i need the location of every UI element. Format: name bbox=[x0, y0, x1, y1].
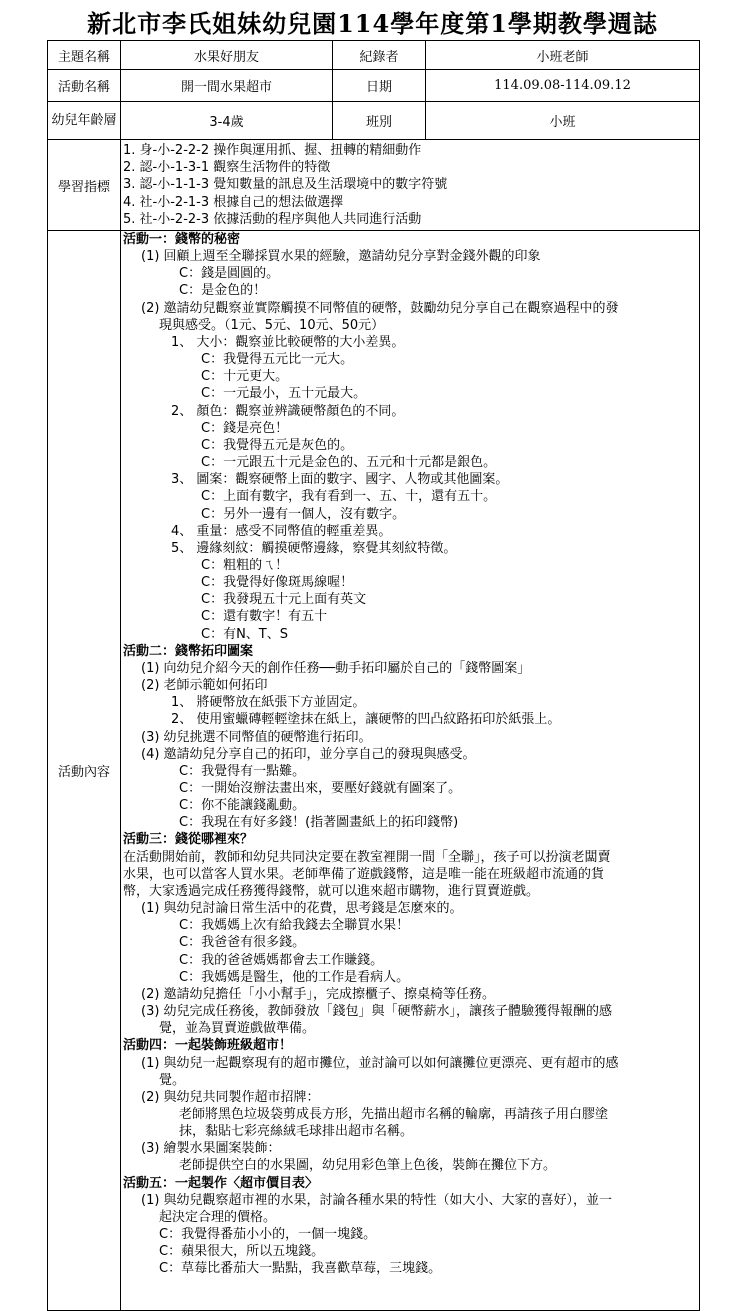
class-value: 小班 bbox=[426, 102, 700, 140]
content-line: C：一開始沒辦法畫出來，要壓好錢就有圖案了。 bbox=[179, 781, 462, 796]
content-line: (4) 邀請幼兒分享自己的拓印，並分享自己的發現與感受。 bbox=[141, 746, 476, 762]
content-line: C：我覺得番茄小小的，一個一塊錢。 bbox=[159, 1227, 377, 1243]
activity-heading: 活動一：錢幣的秘密 bbox=[123, 232, 241, 247]
content-line: 2、 使用蜜蠟磚輕輕塗抹在紙上，讓硬幣的凹凸紋路拓印於紙張上。 bbox=[171, 712, 561, 728]
class-label: 班別 bbox=[333, 102, 426, 140]
content-line: 在活動開始前，教師和幼兒共同決定要在教室裡開一間「全聯」，孩子可以扮演老闆賣 bbox=[123, 849, 611, 865]
content-label: 活動內容 bbox=[48, 231, 121, 1311]
activity-heading: 活動五：一起製作〈超市價目表〉 bbox=[123, 1175, 319, 1191]
content-line: C：另外一邊有一個人，沒有數字。 bbox=[201, 506, 406, 522]
indicators-label: 學習指標 bbox=[48, 140, 121, 231]
content-line: C：上面有數字，我有看到一、五、十，還有五十。 bbox=[201, 489, 497, 505]
content-line: C：是金色的！ bbox=[179, 283, 267, 299]
indicator-item: 3. 認-小-1-1-3 覺知數量的訊息及生活環境中的數字符號 bbox=[123, 177, 448, 193]
content-line: C：我發現五十元上面有英文 bbox=[201, 592, 367, 608]
activity-value: 開一間水果超市 bbox=[121, 70, 333, 102]
content-line: 抹，黏貼七彩亮絲絨毛球排出超市名稱。 bbox=[179, 1124, 414, 1140]
page-title: 新北市李氏姐妹幼兒園114學年度第1學期教學週誌 bbox=[87, 9, 658, 38]
row-activity bbox=[48, 70, 700, 102]
content-body bbox=[121, 231, 700, 1311]
content-line: C：我現在有好多錢！(指著圖畫紙上的拓印錢幣) bbox=[179, 815, 459, 831]
content-line: C：你不能讓錢亂動。 bbox=[179, 798, 306, 814]
row-theme bbox=[48, 41, 700, 70]
row-indicators bbox=[48, 140, 700, 231]
content-line: C：我爸爸有很多錢。 bbox=[179, 935, 306, 951]
date-label: 日期 bbox=[333, 70, 426, 102]
recorder-label: 紀錄者 bbox=[333, 41, 426, 70]
content-line: C：錢是圓圓的。 bbox=[179, 266, 280, 282]
content-line: (1) 回顧上週至全聯採買水果的經驗，邀請幼兒分享對金錢外觀的印象 bbox=[141, 249, 541, 265]
content-line: 1、 將硬幣放在紙張下方並固定。 bbox=[171, 695, 366, 711]
content-line: (2) 老師示範如何拓印 bbox=[141, 678, 268, 694]
content-line: 4、 重量：感受不同幣值的輕重差異。 bbox=[171, 523, 392, 539]
age-label: 幼兒年齡層 bbox=[48, 102, 121, 140]
activity-label: 活動名稱 bbox=[48, 70, 121, 102]
content-line: C：草莓比番茄大一點點，我喜歡草莓，三塊錢。 bbox=[159, 1261, 442, 1277]
content-line: (2) 邀請幼兒觀察並實際觸摸不同幣值的硬幣，鼓勵幼兒分享自己在觀察過程中的發 bbox=[141, 300, 619, 316]
content-line: C：我覺得好像斑馬線喔！ bbox=[201, 575, 354, 591]
indicator-item: 1. 身-小-2-2-2 操作與運用抓、握、扭轉的精細動作 bbox=[123, 142, 422, 158]
content-line: 老師提供空白的水果圖，幼兒用彩色筆上色後，裝飾在攤位下方。 bbox=[179, 1158, 557, 1174]
content-line: C：十元更大。 bbox=[201, 369, 289, 385]
content-line: C：一元跟五十元是金色的、五元和十元都是銀色。 bbox=[201, 455, 497, 471]
age-value: 3-4歲 bbox=[121, 102, 333, 140]
activity-heading: 活動四：一起裝飾班級超市！ bbox=[123, 1038, 293, 1054]
journal-table bbox=[47, 40, 700, 1311]
content-line: C：我覺得有一點難。 bbox=[179, 763, 306, 779]
recorder-value: 小班老師 bbox=[426, 41, 700, 70]
content-line: C：錢是亮色！ bbox=[201, 420, 289, 436]
content-line: C：還有數字！有五十 bbox=[201, 609, 328, 625]
activity-heading: 活動三：錢從哪裡來？ bbox=[123, 832, 254, 848]
content-line: 3、 圖案：觀察硬幣上面的數字、國字、人物或其他圖案。 bbox=[171, 472, 509, 488]
content-line: C：一元最小，五十元最大。 bbox=[201, 386, 367, 402]
theme-value: 水果好朋友 bbox=[121, 41, 333, 70]
content-line: (1) 向幼兒介紹今天的創作任務──動手拓印屬於自己的「錢幣圖案」 bbox=[141, 660, 531, 676]
content-line: (2) 與幼兒共同製作超市招牌： bbox=[141, 1089, 320, 1105]
content-line: C：我的爸爸媽媽都會去工作賺錢。 bbox=[179, 952, 384, 968]
content-line: (1) 與幼兒討論日常生活中的花費，思考錢是怎麼來的。 bbox=[141, 901, 463, 917]
content-line: C：我媽媽是醫生，他的工作是看病人。 bbox=[179, 969, 410, 985]
content-line: 起決定合理的價格。 bbox=[159, 1209, 277, 1225]
content-line: 2、 顏色：觀察並辨識硬幣顏色的不同。 bbox=[171, 403, 405, 419]
content-line: (2) 邀請幼兒擔任「小小幫手」，完成擦櫃子、擦桌椅等任務。 bbox=[141, 986, 496, 1002]
content-line: (3) 繪製水果圖案裝飾： bbox=[141, 1141, 281, 1157]
content-line: 水果，也可以當客人買水果。老師準備了遊戲錢幣，這是唯一能在班級超市流通的貨 bbox=[123, 866, 605, 882]
content-line: 幣，大家透過完成任務獲得錢幣，就可以進來超市購物，進行買賣遊戲。 bbox=[123, 883, 540, 899]
content-line: C：粗粗的ㄟ！ bbox=[201, 557, 289, 573]
content-line: C：我媽媽上次有給我錢去全聯買水果！ bbox=[179, 918, 410, 934]
content-line: 1、 大小：觀察並比較硬幣的大小差異。 bbox=[171, 334, 405, 350]
content-line: 老師將黑色垃圾袋剪成長方形，先描出超市名稱的輪廓，再請孩子用白膠塗 bbox=[179, 1106, 609, 1122]
indicators-list bbox=[121, 140, 700, 231]
content-line: 現與感受。（1元、5元、10元、50元） bbox=[159, 317, 385, 333]
content-line: (1) 與幼兒一起觀察現有的超市攤位，並討論可以如何讓攤位更漂亮、更有超市的感 bbox=[141, 1055, 619, 1071]
content-line: (3) 幼兒完成任務後，教師發放「錢包」與「硬幣薪水」，讓孩子體驗獲得報酬的感 bbox=[141, 1004, 613, 1020]
indicator-item: 2. 認-小-1-3-1 觀察生活物件的特徵 bbox=[123, 160, 331, 176]
content-line: C：我覺得五元比一元大。 bbox=[201, 352, 354, 368]
content-line: C：我覺得五元是灰色的。 bbox=[201, 437, 354, 453]
row-content bbox=[48, 231, 700, 1311]
indicator-item: 4. 社-小-2-1-3 根據自己的想法做選擇 bbox=[123, 194, 344, 210]
content-line: 5、 邊緣刻紋：觸摸硬幣邊緣，察覺其刻紋特徵。 bbox=[171, 540, 457, 556]
content-line: (3) 幼兒挑選不同幣值的硬幣進行拓印。 bbox=[141, 729, 372, 745]
content-line: C：有N、T、S bbox=[201, 626, 288, 642]
content-line: (1) 與幼兒觀察超市裡的水果，討論各種水果的特性（如大小、大家的喜好），並一 bbox=[141, 1192, 613, 1208]
theme-label: 主題名稱 bbox=[48, 41, 121, 70]
content-line: C：蘋果很大，所以五塊錢。 bbox=[159, 1244, 325, 1260]
row-age bbox=[48, 102, 700, 140]
indicator-item: 5. 社-小-2-2-3 依據活動的程序與他人共同進行活動 bbox=[123, 211, 422, 227]
date-value: 114.09.08-114.09.12 bbox=[426, 70, 700, 102]
content-line: 覺，並為買賣遊戲做準備。 bbox=[159, 1021, 316, 1037]
activity-heading: 活動二：錢幣拓印圖案 bbox=[123, 643, 254, 659]
content-line: 覺。 bbox=[159, 1072, 186, 1088]
